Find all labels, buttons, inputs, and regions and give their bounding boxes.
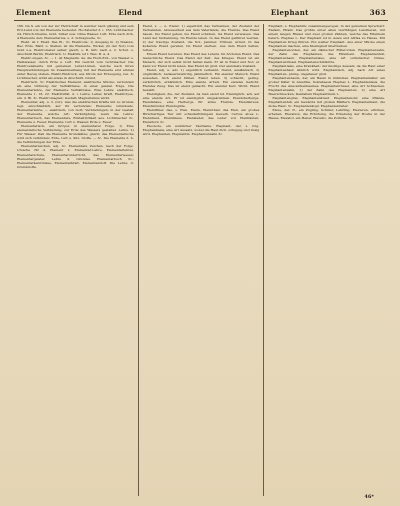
page-number: 363 [369, 8, 387, 17]
paragraph: Elektr.-ungen. 3c. — 1. ist Magnetin. da. die Hoch-Erd-, von Wasser u. Halbwasser, durch Erde u. Luft. Ein Gericht vom Lichtmacher. Die Elektroelemente mit gemeinen Leiter-Linien, welche nach ihren Hauptverbindungen im Zusammenhang mit der Elemente erst einmal unter Bezug stehen, Elektr-Eindruck, aus Strom der Erzeugung, bei. 8; Lichtmacher, wirkt als etwas in Abschnitt. Grund. [17, 56, 134, 81]
header-right-headword: Elephant [270, 8, 309, 17]
paragraph: Elephantenorden, der, ein dänischer Ritterorden. Elephantenzahn, der Zahn des Elephanten, das Elfenbein. Elephantenfuß, Elephantenhaut, Elephantenlaus, eine Art ostindischer Nüsse. Elephantenrüssel. Elephantenschildkröte. [268, 48, 386, 65]
paragraph: Eleonore, ein weiblicher Taufname. Elephant, der, s. folg. Elephantiasis, eine Art Aussatz, wobei die Haut dick, schuppig und rissig wird. Elephanten, Elephantin. Elephantenzahn 3c. [142, 124, 260, 137]
column-left [14, 24, 137, 496]
paragraph: Eleve, der, fr., ein Zögling, Schüler, Lehrling. Elevieren, erhöhen, erheben. Elevation, die Erhöhung, die Erhebung der Hostie in der Messe. Elevator, ein Heber. Elevatio, die Polhöhe. 3c. [268, 108, 386, 121]
header-left-headword: Element [16, 8, 51, 17]
paragraph: Elend, adj. u. adv. 1) eigentlich verbannt, fremd, ausländisch. 2) unglücklich, bedauernswürdig, jämmerlich. Ein elender Mensch. Elend aussehen. Sich elend fühlen. Elend leben. 3) schlecht, gering, verächtlich, erbärmlich. Eine elende Arbeit. Ein elendes Gedicht. Elendes Zeug. Das ist elend gemacht. Ein elender Kerl, Wicht. Elend bezahlt. [142, 68, 260, 93]
header-rule [14, 20, 388, 21]
paragraph: Elephant, s. Elephantin; zusammengezogen, in der gemeinen Sprechart: Elefant, Elfant. Das größte unter allen vierfüßigen Landtieren, mit einem langen Rüssel und zwei großen Zähnen, welche das Elfenbein liefern. Elephas L. Der Elephant ist in Asien und Afrika zu Hause. Mit Elephanten Krieg führen. Ein weißer Elephant. Aus einer Mücke einen Elephanten machen, eine Kleinigkeit übertreiben. [268, 24, 386, 49]
paragraph: 166. Da S. ein von der zur Herrschaft in welcher nach gläubig und sein Erd-Land von der Elemente bedeutet. Hochstetter d. i. 163; Lichtmacher 24, Hirsch-Chemie, Gold, Silber usw. Ohne Wasser, Luft, Erde nach drin, 4 Elemente den; Elementarius, u. d. Schlagweite, 3c. [17, 24, 134, 41]
column-right [265, 24, 388, 496]
paragraph: Elephantiasis, eine Krankheit; der knollige Aussatz, da die Haut einer Elephantenhaut ähnlich wird. Elephantisch, adj. nach Art eines Elephanten, plump, ungeheuer groß. [268, 64, 386, 77]
signature-mark: 46* [364, 494, 374, 500]
paragraph: Elementarisch, ein Körper, in elementarer Folge. 1) Eine elementarische Verbindung, zur Erde des Wassers gestaltet. Lehre. 2) Für Wasser. Daß die Elemente Grundsätze; gleich; das Elementarische wird sich verbinden; Erde, Luft u. Sitz. Stoffe. — 3c. Die Elemente d. h. die Verbindungen der Erde. [17, 124, 134, 145]
paragraph: Elephantenbaum, der, ein Baum in Ostindien. Elephantenkäfer, ein großer Käfer in Amerika, Scarabaeus Elephas L. Elephantenlaus, die Frucht des Anacardienbaumes. Elephantenrüssel, eine Art Schnecken. Elephantenzahn, 1) der Zahn des Elephanten. 2) eine Art Meerschnecken, Dentalium Elephantinum L. [268, 76, 386, 97]
header-middle-headword: Elend [118, 8, 143, 17]
text-columns [14, 24, 388, 496]
column-divider [138, 24, 139, 496]
running-header [16, 8, 386, 20]
paragraph: Elendthier, das, s. Elen. Elenn, Elennthier, das Elen, ein großes Hirschartiges Tier mit schaufelförmigem Geweih, Cervus alces L. Elennhaut, Elennklaue. Elensleder, das Leder von Elenhäuten. Elenshorn 3c. [142, 108, 260, 125]
paragraph: Elend, s. — n. Elend: 1) eigentlich das Verbannen, der Zustand der Verbannten, Abwesenheit aus dem Vaterlande, die Fremde. Das Elend bauen. Ins Elend gehen, ins Elend schicken, ins Elend verweisen. Das Land der Verbannung. Im Elende leben. In das Elend geführet werden. 2) der traurige Zustand, die Not, Jammer, Trübsal, Armut. In das äußerste Elend geraten. Im Elend sterben. Aus dem Elend helfen, retten. [142, 24, 260, 53]
column-middle [140, 24, 263, 496]
paragraph: Elementarzeichen, adj. 3c. Elementare Zeichen, nach der Folge. Ursache für d. Element 1; Elementar-Lehre, Elementarlehrer, Elementarschule, Elementarunterricht, das Elementarwesen; Elementargeister. Lehre d. Grundes. Elementarbuch 3c.; Elementarkenntnisse, Elementarkraft, Elementarstoff. Die Lehre; d. Grundstoffe. [17, 144, 134, 169]
paragraph: Elektrisch, 3c. Elektrisches Element, elektrische Stücke; verbunden als eine Ordnung der Verhältnisse, in einer ganzen Folge. Die Elementarlehre, der Elemente Verhältnisse. Eine Lehre; elektrisch, Elemente 1, 18, 22. Elektrizität, d. i. Lehre; Leiter, Kraft, Elektrolyse, ein. d. Bl. 3c. Elektromagnet; Gestalt; Magnetismus wirkt. [17, 80, 134, 101]
paragraph: Elendigkeit, die, der Zustand, da man elend ist. Elendiglich, adv. auf eine elende Art. Er ist elendiglich umgekommen. Elendsherberge, Elendshaus, eine Herberge für arme Fremde. Elendskreuz, Elendsbruder, Elendsgilde. [142, 92, 260, 109]
paragraph: Elephantengras, Elephantenkraut. Elephantenohr, eine Pflanze. Elephantenfuß, ein Gewächs mit großen Blättern. Elephantenhaut, die dicke Haut. 3c. Elephantenkopf, Elephantenreiter. [268, 96, 386, 109]
paragraph: Elementar, adj. u. 3. (Gr.): was die elektrischen Kräfte mit zu Grunde legt, einschließlich, auf ihr verbunden; Elemente; Grundsatz, Elementarlehre; — elektrisch, von Gott; Verbindungen; in der Gestalt der Elemente, welche Art; Verknüpfung, wenn die Lehre; Elementarbuch, das Elementare, Einheitlichkeit aus. Lichtmacher 3c. Elemente u. Feuer, Elemente; Luft u. Wasser, Erde u. Feuer. [17, 100, 134, 125]
column-divider [263, 24, 264, 496]
paragraph: Elekt. ist f. Elekt. Das El., 3c. Elektrode: 1) Ausgang in. 2) Staaten, Bez. Erde. Blatt. u. Stellen; ist die Elemente. Wickel, (in der Not) vom Gold u.a. Elektrometer selber gleich, s. B. Gift; nach e. 2. Schul- u. Abschnitt Berlin, Elektrisch. U. Elektrik, ist f. Wes. B. A, 4. [17, 40, 134, 57]
paragraph: Einem Elend bereiten. Das Elend des Lebens. Im höchsten Elend. Das menschliche Elend. Das Elend der Zeit, des Krieges. Elend ist ein Mensch, der sich selbst nicht helfen kann. Er ist in Elend und Not; er kann vor Elend nicht leben. Das Elend ist groß. Der elendeste Zustand. [142, 52, 260, 69]
